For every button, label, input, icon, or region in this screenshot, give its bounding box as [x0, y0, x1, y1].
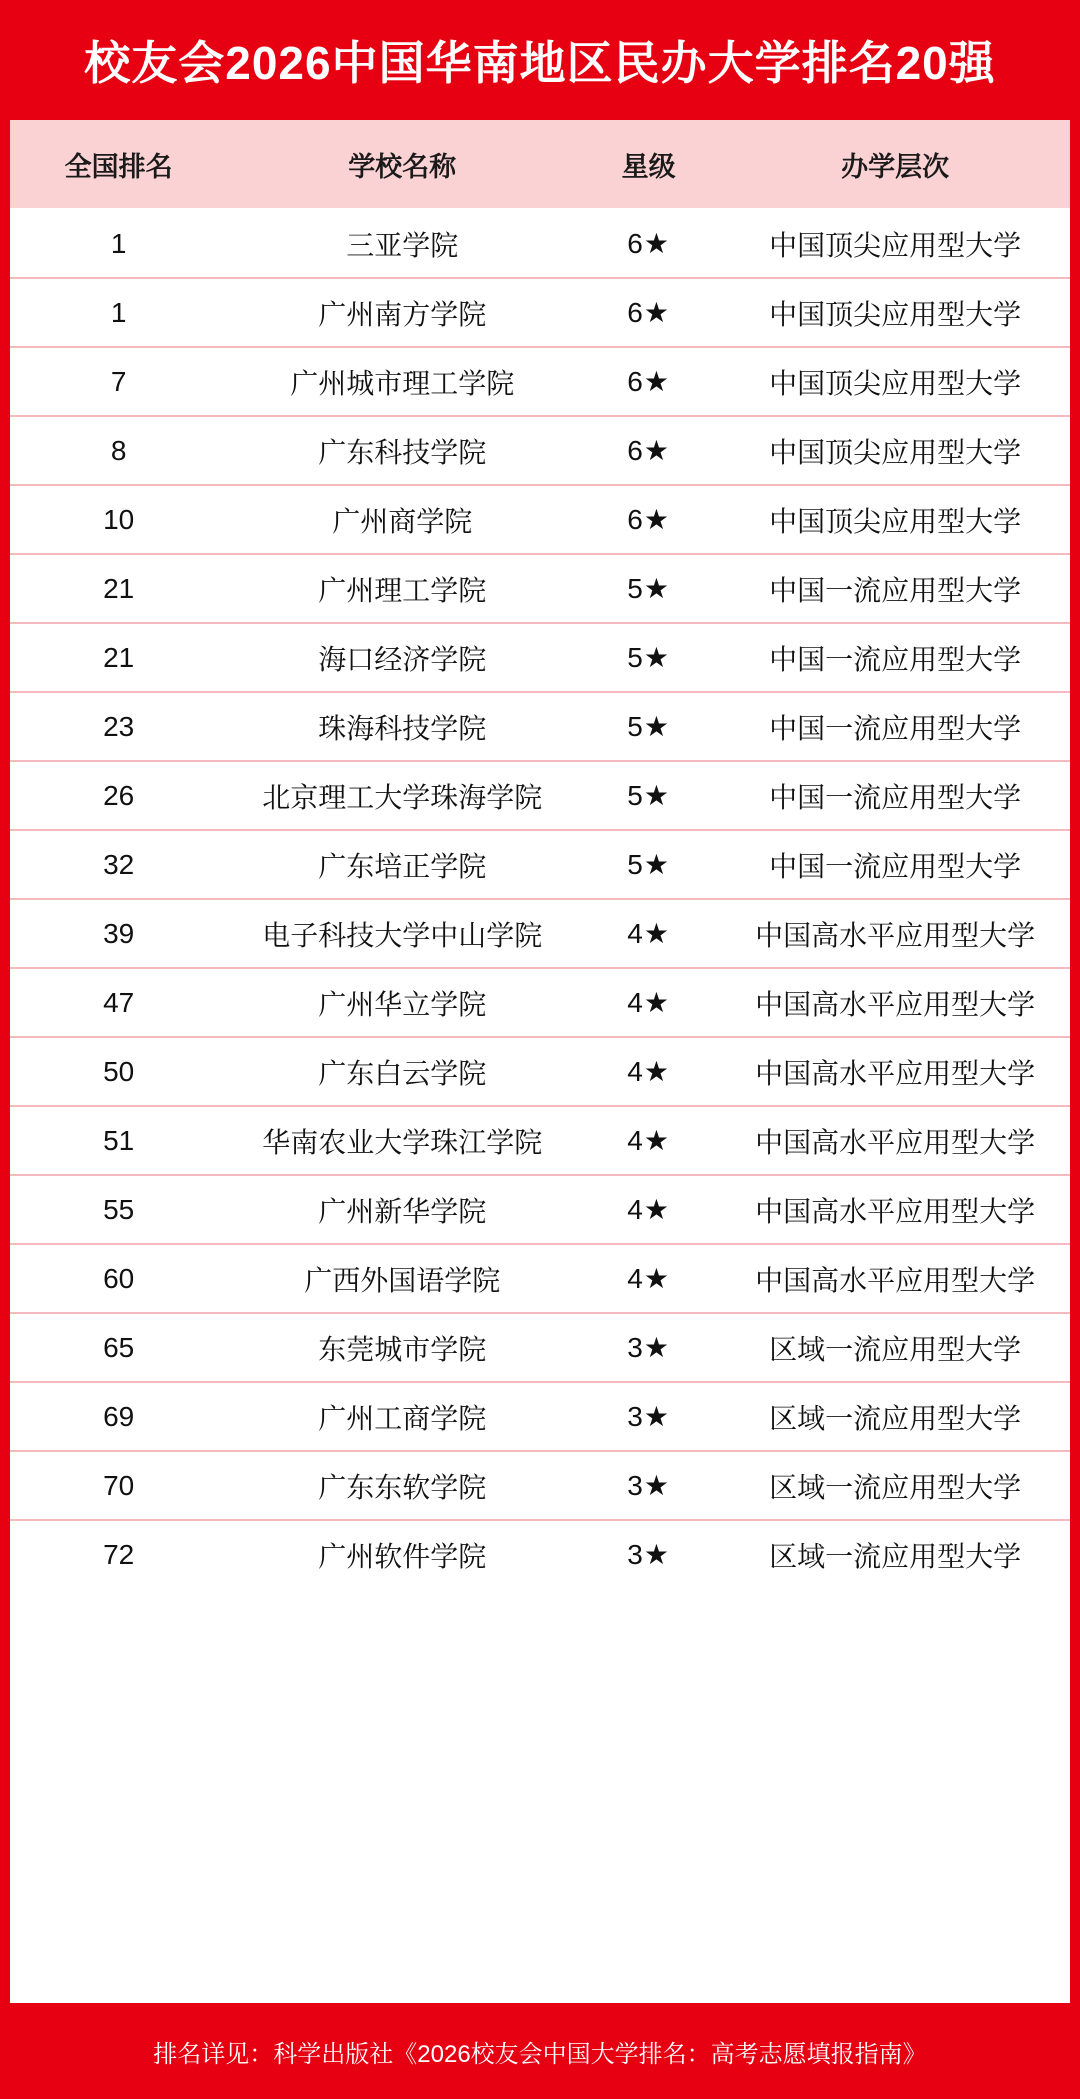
table-row	[10, 209, 1070, 278]
table-row	[10, 899, 1070, 968]
cell-star: 3★	[577, 1313, 720, 1382]
cell-star: 5★	[577, 692, 720, 761]
table-row	[10, 1382, 1070, 1451]
cell-school-name: 广州城市理工学院	[227, 347, 577, 416]
cell-star: 4★	[577, 1244, 720, 1313]
cell-rank: 65	[10, 1313, 227, 1382]
cell-school-name: 广州软件学院	[227, 1520, 577, 1588]
cell-star: 4★	[577, 1037, 720, 1106]
table-row	[10, 1313, 1070, 1382]
table-row	[10, 761, 1070, 830]
cell-star: 4★	[577, 1106, 720, 1175]
cell-rank: 39	[10, 899, 227, 968]
table-row	[10, 347, 1070, 416]
cell-rank: 21	[10, 623, 227, 692]
cell-level: 区域一流应用型大学	[720, 1520, 1070, 1588]
cell-school-name: 广州商学院	[227, 485, 577, 554]
cell-star: 3★	[577, 1520, 720, 1588]
cell-rank: 21	[10, 554, 227, 623]
cell-star: 5★	[577, 554, 720, 623]
table-row	[10, 1037, 1070, 1106]
cell-star: 6★	[577, 278, 720, 347]
cell-rank: 55	[10, 1175, 227, 1244]
cell-star: 5★	[577, 830, 720, 899]
cell-school-name: 三亚学院	[227, 209, 577, 278]
cell-star: 3★	[577, 1451, 720, 1520]
cell-rank: 70	[10, 1451, 227, 1520]
table-row	[10, 1244, 1070, 1313]
cell-rank: 69	[10, 1382, 227, 1451]
cell-level: 区域一流应用型大学	[720, 1313, 1070, 1382]
table-row	[10, 968, 1070, 1037]
cell-school-name: 广州华立学院	[227, 968, 577, 1037]
table-row	[10, 416, 1070, 485]
page-title: 校友会2026中国华南地区民办大学排名20强	[84, 37, 996, 89]
table-row	[10, 485, 1070, 554]
cell-star: 5★	[577, 623, 720, 692]
table-row	[10, 278, 1070, 347]
cell-level: 中国一流应用型大学	[720, 761, 1070, 830]
ranking-table	[10, 120, 1070, 1588]
cell-level: 中国高水平应用型大学	[720, 1106, 1070, 1175]
cell-rank: 47	[10, 968, 227, 1037]
cell-rank: 51	[10, 1106, 227, 1175]
cell-rank: 32	[10, 830, 227, 899]
cell-star: 6★	[577, 416, 720, 485]
cell-school-name: 广东白云学院	[227, 1037, 577, 1106]
footer-note: 排名详见：科学出版社《2026校友会中国大学排名：高考志愿填报指南》	[153, 2040, 927, 2068]
cell-level: 区域一流应用型大学	[720, 1382, 1070, 1451]
cell-school-name: 广东培正学院	[227, 830, 577, 899]
cell-star: 6★	[577, 209, 720, 278]
cell-star: 4★	[577, 899, 720, 968]
cell-school-name: 广东科技学院	[227, 416, 577, 485]
column-header-rank: 全国排名	[10, 120, 227, 209]
ranking-table-container	[10, 120, 1070, 2003]
cell-school-name: 广州理工学院	[227, 554, 577, 623]
cell-level: 中国一流应用型大学	[720, 692, 1070, 761]
cell-rank: 26	[10, 761, 227, 830]
table-row	[10, 830, 1070, 899]
cell-level: 中国一流应用型大学	[720, 623, 1070, 692]
cell-star: 4★	[577, 968, 720, 1037]
cell-level: 区域一流应用型大学	[720, 1451, 1070, 1520]
cell-star: 6★	[577, 485, 720, 554]
cell-level: 中国高水平应用型大学	[720, 968, 1070, 1037]
cell-level: 中国顶尖应用型大学	[720, 485, 1070, 554]
table-row	[10, 1175, 1070, 1244]
cell-level: 中国一流应用型大学	[720, 830, 1070, 899]
cell-school-name: 华南农业大学珠江学院	[227, 1106, 577, 1175]
cell-school-name: 电子科技大学中山学院	[227, 899, 577, 968]
cell-school-name: 广州南方学院	[227, 278, 577, 347]
cell-rank: 1	[10, 209, 227, 278]
cell-star: 3★	[577, 1382, 720, 1451]
cell-school-name: 珠海科技学院	[227, 692, 577, 761]
cell-rank: 8	[10, 416, 227, 485]
table-body	[10, 209, 1070, 1588]
cell-school-name: 东莞城市学院	[227, 1313, 577, 1382]
footer-bar	[0, 2003, 1080, 2099]
cell-school-name: 海口经济学院	[227, 623, 577, 692]
table-header-row	[10, 120, 1070, 209]
table-row	[10, 1451, 1070, 1520]
cell-level: 中国高水平应用型大学	[720, 1244, 1070, 1313]
column-header-level: 办学层次	[720, 120, 1070, 209]
table-row	[10, 1520, 1070, 1588]
column-header-school-name: 学校名称	[227, 120, 577, 209]
cell-star: 6★	[577, 347, 720, 416]
table-row	[10, 554, 1070, 623]
cell-school-name: 广西外国语学院	[227, 1244, 577, 1313]
cell-rank: 7	[10, 347, 227, 416]
cell-school-name: 广州新华学院	[227, 1175, 577, 1244]
cell-level: 中国顶尖应用型大学	[720, 416, 1070, 485]
cell-rank: 1	[10, 278, 227, 347]
cell-level: 中国顶尖应用型大学	[720, 347, 1070, 416]
cell-rank: 72	[10, 1520, 227, 1588]
cell-rank: 23	[10, 692, 227, 761]
cell-school-name: 广州工商学院	[227, 1382, 577, 1451]
cell-level: 中国高水平应用型大学	[720, 1037, 1070, 1106]
cell-school-name: 广东东软学院	[227, 1451, 577, 1520]
cell-star: 5★	[577, 761, 720, 830]
table-header	[10, 120, 1070, 209]
cell-level: 中国高水平应用型大学	[720, 899, 1070, 968]
column-header-star: 星级	[577, 120, 720, 209]
table-row	[10, 623, 1070, 692]
table-row	[10, 692, 1070, 761]
cell-level: 中国顶尖应用型大学	[720, 278, 1070, 347]
cell-level: 中国一流应用型大学	[720, 554, 1070, 623]
cell-star: 4★	[577, 1175, 720, 1244]
cell-level: 中国顶尖应用型大学	[720, 209, 1070, 278]
table-row	[10, 1106, 1070, 1175]
title-bar	[0, 0, 1080, 120]
cell-rank: 10	[10, 485, 227, 554]
cell-rank: 60	[10, 1244, 227, 1313]
cell-level: 中国高水平应用型大学	[720, 1175, 1070, 1244]
cell-school-name: 北京理工大学珠海学院	[227, 761, 577, 830]
cell-rank: 50	[10, 1037, 227, 1106]
